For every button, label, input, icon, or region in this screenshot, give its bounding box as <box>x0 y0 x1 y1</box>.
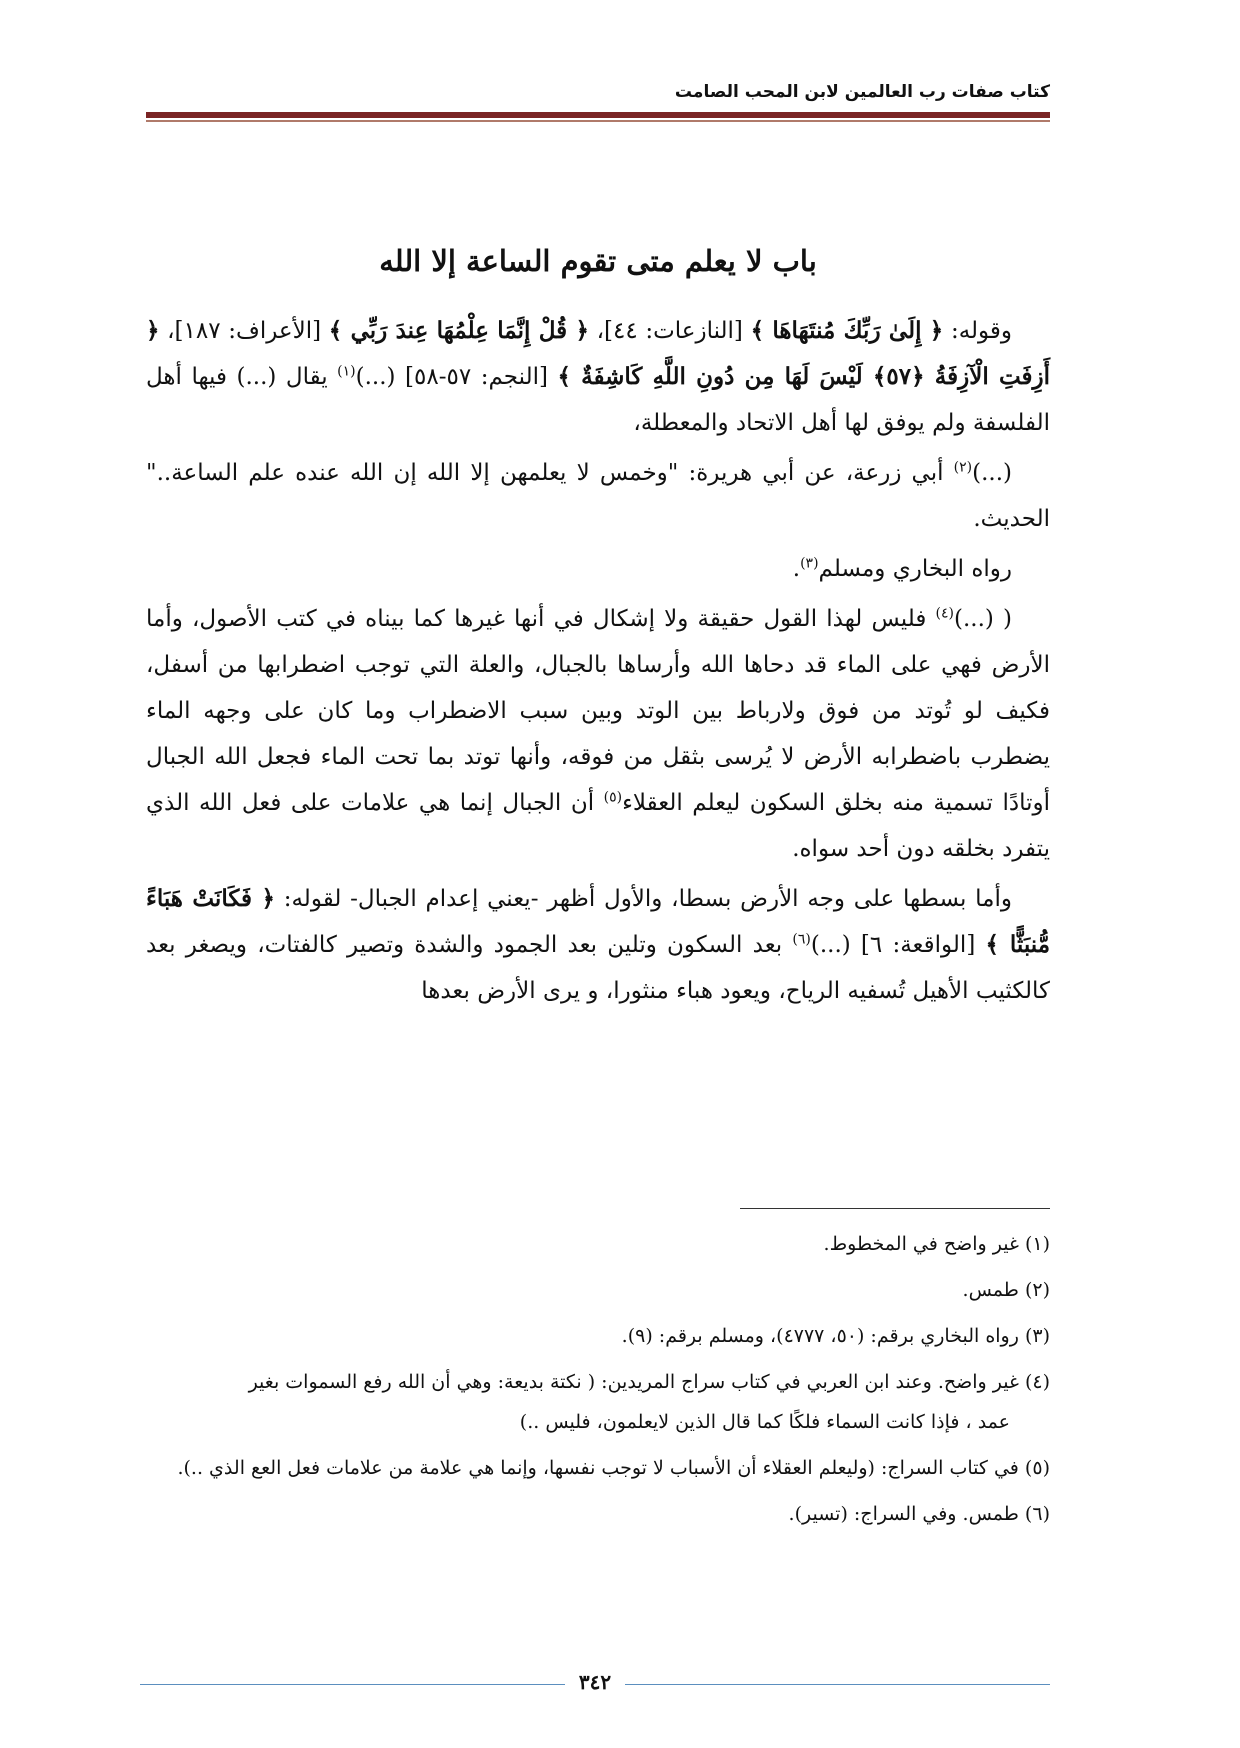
footer-rule <box>140 1684 565 1685</box>
header-rule-thin <box>146 120 1050 122</box>
text-run: بعد السكون وتلين بعد الجمود والشدة وتصير كالفتات، ويصغر بعد كالكثيب الأهيل تُسفيه الرياح، ويعود هباء منثورا، و يرى الأرض بعدها <box>146 932 1050 1004</box>
footnote-ref: (٥) <box>603 789 623 806</box>
chapter-title-text: باب لا يعلم متى تقوم الساعة إلا الله <box>379 244 817 278</box>
text-run: (...) <box>972 460 1013 486</box>
paragraph <box>146 876 1050 1014</box>
quran-verse: ﴿ إِلَىٰ رَبِّكَ مُنتَهَاهَا ﴾ <box>750 317 944 344</box>
footnote-ref: (٣) <box>800 555 819 572</box>
footnote: (١) غير واضح في المخطوط. <box>823 1233 1050 1255</box>
footnote-ref: (٤) <box>935 605 954 622</box>
text-run: [النازعات: ٤٤]، <box>588 318 751 344</box>
footnote <box>146 1362 1050 1442</box>
footnote-line: (٤) غير واضح. وعند ابن العربي في كتاب سراج المريدين: ( نكتة بديعة: وهي أن الله رفع السموات بغير <box>248 1371 1050 1393</box>
footnote: (٦) طمس. وفي السراج: (تسير). <box>788 1503 1050 1525</box>
text-run: أبي زرعة، عن أبي هريرة: "وخمس لا يعلمهن إلا الله إن الله عنده علم الساعة.." الحديث. <box>146 460 1050 532</box>
text-run: ( (...) <box>953 606 1012 632</box>
text-run: [النجم: ٥٧-٥٨] (...) <box>355 364 558 390</box>
paragraph <box>146 308 1050 446</box>
page-number: ٣٤٢ <box>578 1670 612 1694</box>
text-run: فليس لهذا القول حقيقة ولا إشكال في أنها غيرها كما بيناه في كتب الأصول، وأما الأرض فهي على الماء قد دحاها الله وأرساها بالجبال، والعلة التي توجب اضطرابها من أسفل، فكيف لو تُوتد من فوق ولارباط بين الوتد وبين سبب الاضطراب وما كان على وجهه الماء يضطرب باضطرابه الأرض لا يُرسى بثقل من فوقه، وأنها توتد بما تحت الماء فجعل الله الجبال أوتادًا تسمية منه بخلق السكون ليعلم العقلاء <box>146 606 1050 816</box>
text-run: رواه البخاري ومسلم <box>818 556 1012 582</box>
main-text <box>146 308 1050 1018</box>
text-run: أن الجبال إنما هي علامات على فعل الله الذي يتفرد بخلقه دون أحد سواه. <box>146 790 1050 862</box>
text-run: وقوله: <box>943 318 1013 344</box>
footnote-separator <box>740 1208 1050 1209</box>
chapter-title <box>146 244 1050 278</box>
book-title: كتاب صفات رب العالمين لابن المحب الصامت <box>674 82 1050 102</box>
footnote-ref: (١) <box>337 363 356 380</box>
footnote: (٥) في كتاب السراج: (وليعلم العقلاء أن الأسباب لا توجب نفسها، وإنما هي علامة من علامات فعل العع الذي ..). <box>177 1457 1050 1479</box>
text-run: [الأعراف: ١٨٧]، <box>159 318 329 344</box>
text-run: يقال (...) فيها أهل الفلسفة ولم يوفق لها أهل الاتحاد والمعطلة، <box>146 364 1050 436</box>
text-run: [الواقعة: ٦] (...) <box>810 932 986 958</box>
text-run: وأما بسطها على وجه الأرض بسطا، والأول أظهر -يعني إعدام الجبال- لقوله: <box>274 886 1012 912</box>
footnote: (٣) رواه البخاري برقم: (٥٠، ٤٧٧٧)، ومسلم برقم: (٩). <box>621 1325 1050 1347</box>
paragraph <box>146 450 1050 542</box>
quran-verse: ﴿ أَزِفَتِ الْآزِفَةُ ﴿٥٧﴾ لَيْسَ لَهَا مِن دُونِ اللَّهِ كَاشِفَةٌ ﴾ <box>146 317 1051 390</box>
paragraph <box>146 596 1050 872</box>
quran-verse: ﴿ فَكَانَتْ هَبَاءً مُّنبَثًّا ﴾ <box>146 885 1051 958</box>
running-header <box>146 82 1050 102</box>
footnote-ref: (٢) <box>953 459 973 476</box>
text-run: . <box>792 556 801 582</box>
quran-verse: ﴿ قُلْ إِنَّمَا عِلْمُهَا عِندَ رَبِّي ﴾ <box>328 317 589 344</box>
footnote-line: عمد ، فإذا كانت السماء فلكًا كما قال الذين لايعلمون، فليس ..) <box>519 1411 1010 1433</box>
paragraph <box>146 546 1050 592</box>
footnote-ref: (٦) <box>792 931 811 948</box>
footnotes <box>146 1224 1050 1540</box>
footer-rule <box>625 1684 1050 1685</box>
header-rule <box>146 112 1050 118</box>
footnote: (٢) طمس. <box>962 1279 1050 1301</box>
